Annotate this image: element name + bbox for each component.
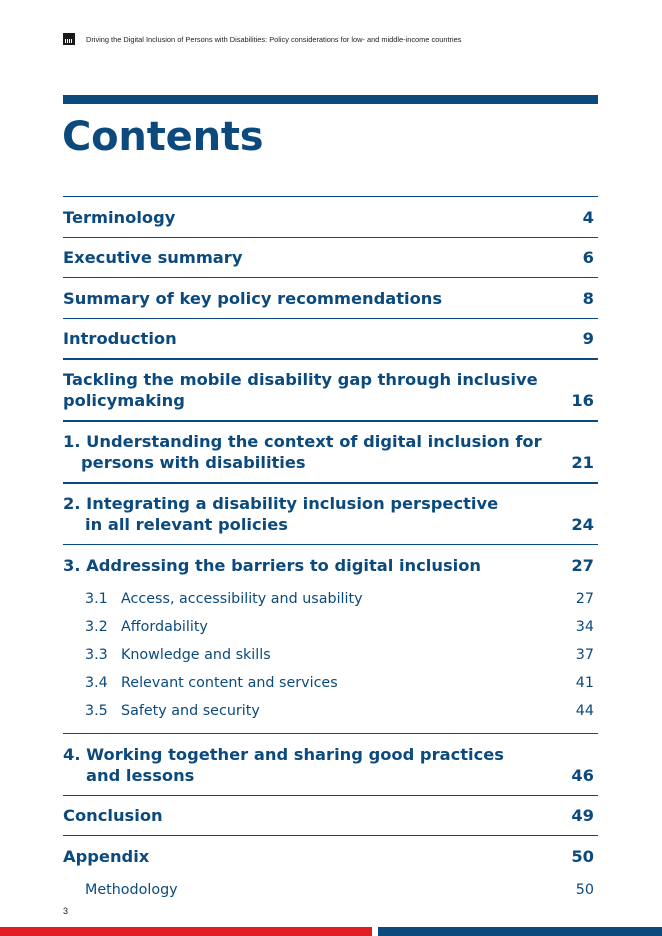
toc-subentry-methodology[interactable]: Methodology 50 [85,881,594,898]
chapter-3-subsections [63,585,598,733]
page-title: Contents [62,114,264,160]
toc-subentry[interactable]: 3.3 Knowledge and skills 37 [85,646,594,663]
heading-rule [63,95,598,104]
toc-entry-introduction[interactable]: Introduction 9 [63,318,598,359]
toc-entry-tackling-gap[interactable]: Tackling the mobile disability gap through inclusive policymaking 16 [63,358,598,420]
footer-blue-bar [378,927,662,936]
toc-entry-chapter-2[interactable]: 2. Integrating a disability inclusion perspective in all relevant policies 24 [63,482,598,544]
toc-subentry[interactable]: 3.4 Relevant content and services 41 [85,674,594,691]
toc-entry-chapter-3[interactable]: 3. Addressing the barriers to digital inclusion 27 [63,544,598,585]
document-header [63,32,461,46]
toc-subentry[interactable]: 3.2 Affordability 34 [85,618,594,635]
page-number: 3 [63,906,69,916]
toc-entry-terminology[interactable]: Terminology 4 [63,196,598,237]
footer-red-bar [0,927,372,936]
toc-entry-chapter-4[interactable]: 4. Working together and sharing good practices and lessons 46 [63,733,598,795]
toc-entry-executive-summary[interactable]: Executive summary 6 [63,237,598,278]
toc-entry-key-recommendations[interactable]: Summary of key policy recommendations 8 [63,277,598,318]
toc-subentry[interactable]: 3.5 Safety and security 44 [85,702,594,719]
gsma-logo-icon [63,33,75,45]
toc-subentry[interactable]: 3.1 Access, accessibility and usability 27 [85,590,594,607]
toc-entry-appendix[interactable]: Appendix 50 [63,835,598,876]
toc-entry-chapter-1[interactable]: 1. Understanding the context of digital inclusion for persons with disabilities 21 [63,420,598,482]
table-of-contents [63,196,598,904]
toc-entry-conclusion[interactable]: Conclusion 49 [63,795,598,836]
document-title: Driving the Digital Inclusion of Persons with Disabilities: Policy considerations for low- and middle-income countries [86,34,462,44]
